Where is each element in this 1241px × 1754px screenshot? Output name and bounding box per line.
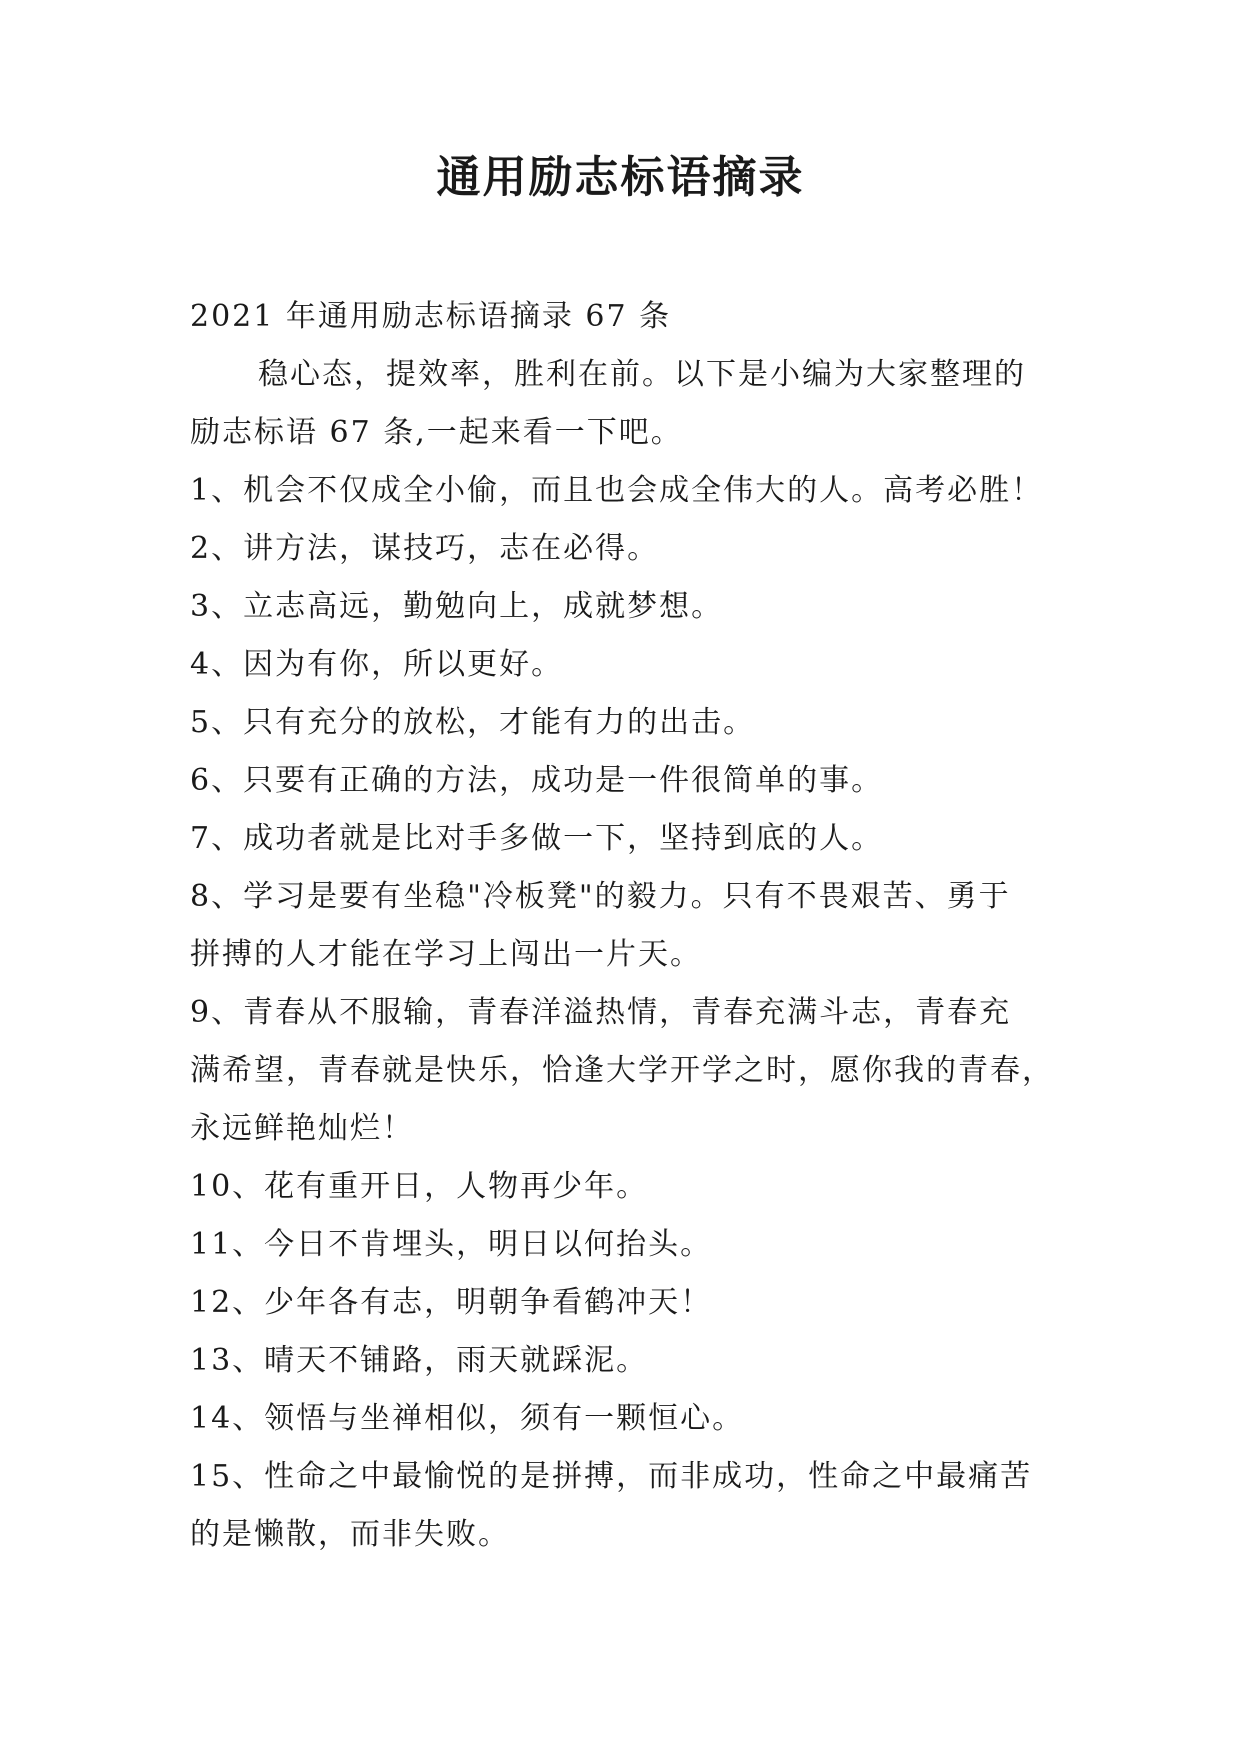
slogan-line: 9、青春从不服输，青春洋溢热情，青春充满斗志，青春充 bbox=[190, 995, 1012, 1030]
slogan-line: 永远鲜艳灿烂！ bbox=[190, 1111, 414, 1146]
slogan-line: 的是懒散，而非失败。 bbox=[190, 1517, 510, 1552]
slogan-line: 5、只有充分的放松，才能有力的出击。 bbox=[190, 705, 756, 740]
slogan-line: 满希望，青春就是快乐，恰逢大学开学之时，愿你我的青春， bbox=[190, 1053, 1054, 1088]
slogan-line: 4、因为有你，所以更好。 bbox=[190, 647, 564, 682]
slogan-line: 10、花有重开日，人物再少年。 bbox=[190, 1169, 649, 1204]
intro-line: 稳心态，提效率，胜利在前。以下是小编为大家整理的 bbox=[258, 357, 1026, 392]
intro-line: 励志标语 67 条,一起来看一下吧。 bbox=[190, 415, 683, 450]
slogan-line: 1、机会不仅成全小偷，而且也会成全伟大的人。高考必胜！ bbox=[190, 473, 1044, 508]
slogan-line: 拼搏的人才能在学习上闯出一片天。 bbox=[190, 937, 702, 972]
slogan-line: 3、立志高远，勤勉向上，成就梦想。 bbox=[190, 589, 724, 624]
slogan-line: 12、少年各有志，明朝争看鹤冲天！ bbox=[190, 1285, 713, 1320]
slogan-line: 13、晴天不铺路，雨天就踩泥。 bbox=[190, 1343, 649, 1378]
document-title: 通用励志标语摘录 bbox=[436, 152, 805, 203]
slogan-line: 2、讲方法，谋技巧，志在必得。 bbox=[190, 531, 660, 566]
slogan-line: 6、只要有正确的方法，成功是一件很简单的事。 bbox=[190, 763, 884, 798]
slogan-line: 11、今日不肯埋头，明日以何抬头。 bbox=[190, 1227, 713, 1262]
slogan-line: 15、性命之中最愉悦的是拼搏，而非成功，性命之中最痛苦 bbox=[190, 1459, 1033, 1494]
slogan-line: 7、成功者就是比对手多做一下，坚持到底的人。 bbox=[190, 821, 884, 856]
subtitle-line: 2021 年通用励志标语摘录 67 条 bbox=[190, 299, 672, 334]
document-body bbox=[190, 288, 1070, 1564]
slogan-line: 14、领悟与坐禅相似，须有一颗恒心。 bbox=[190, 1401, 745, 1436]
slogan-line: 8、学习是要有坐稳"冷板凳"的毅力。只有不畏艰苦、勇于 bbox=[190, 879, 1011, 914]
